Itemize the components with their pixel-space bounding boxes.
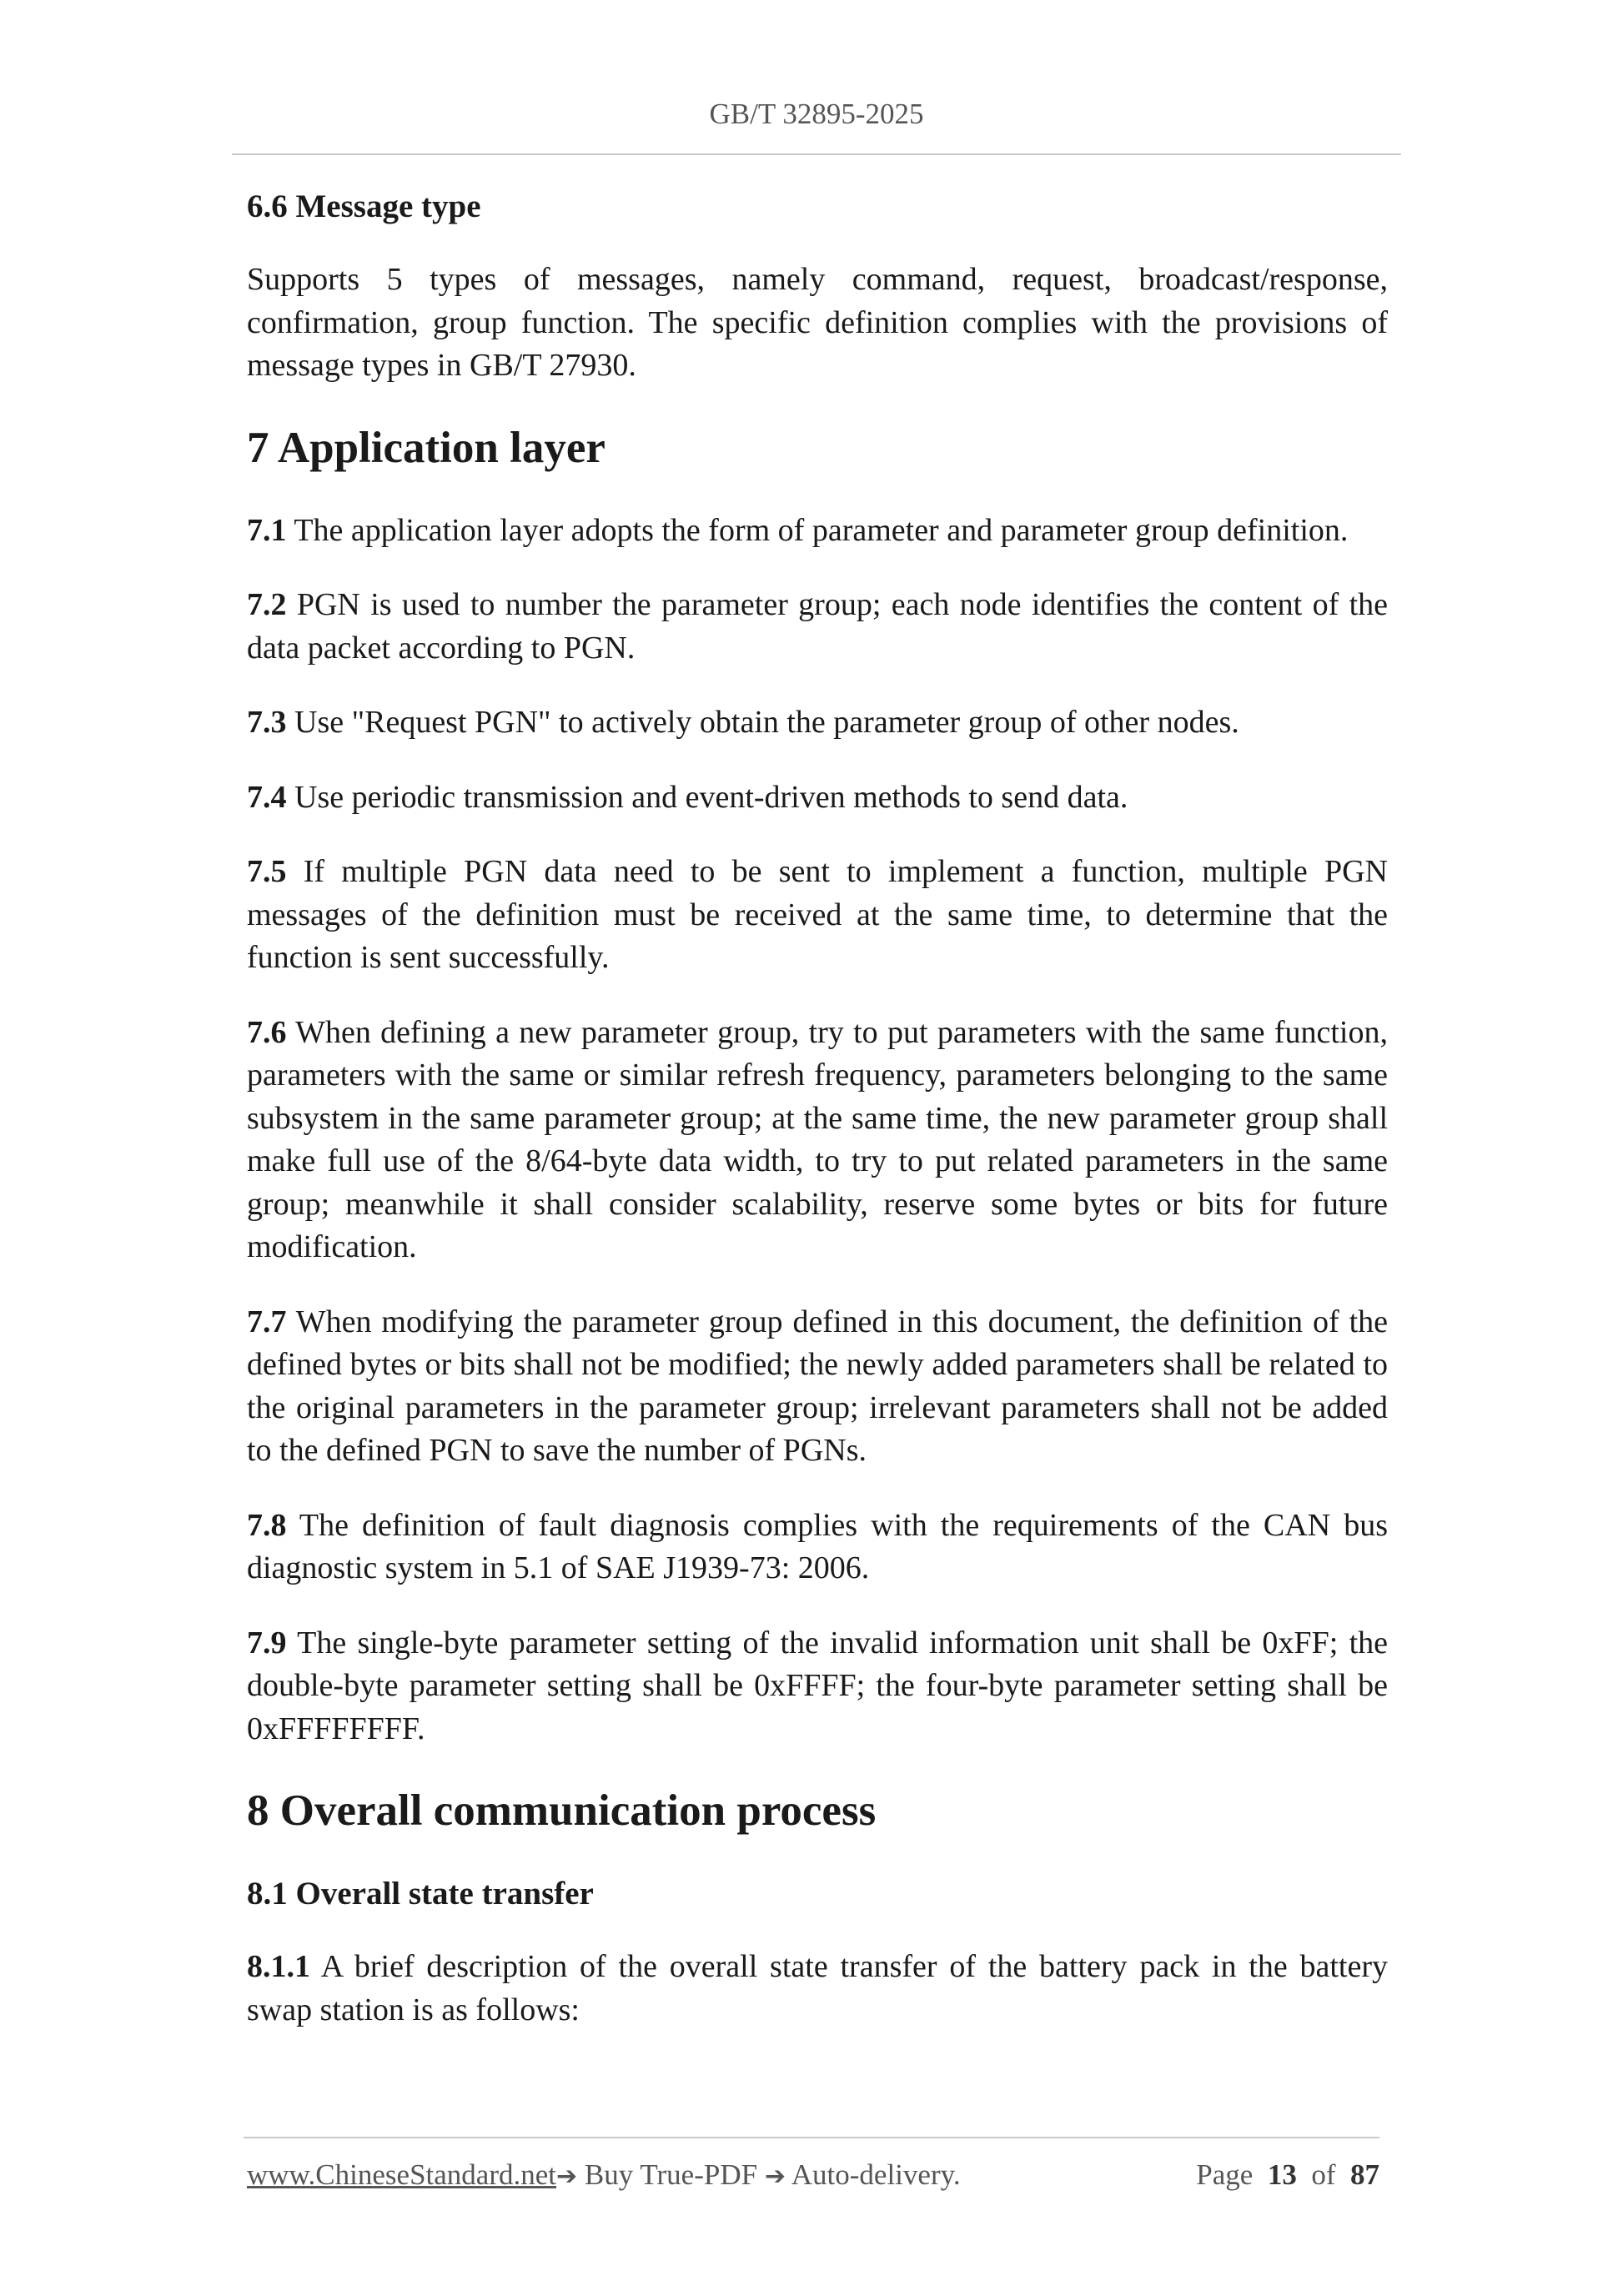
clause-number: 7.4 (247, 779, 287, 815)
page-content (247, 185, 1388, 2063)
clause-text: When modifying the parameter group defined in this document, the definition of the defined bytes or bits shall not be modified; the newly added parameters shall be related to the original parameters in the parameter group; irrelevant parameters shall not be added to the defined PGN to save the number of PGNs. (247, 1304, 1388, 1468)
clause-number: 7.8 (247, 1507, 287, 1543)
clause-number: 7.1 (247, 512, 287, 548)
clause-text: When defining a new parameter group, try to put parameters with the same function, parameters with the same or similar refresh frequency, parameters belonging to the same subsystem in the same parameter group; at the same time, the new parameter group shall make full use of the 8/64-byte data width, to try to put related parameters in the same group; meanwhile it shall consider scalability, reserve some bytes or bits for future modification. (247, 1014, 1388, 1264)
clause-number: 7.9 (247, 1625, 287, 1660)
clause-8-1-1 (247, 1946, 1388, 2032)
page-label: Page (1196, 2158, 1254, 2191)
arrow-right-icon: ➔ (764, 2162, 786, 2191)
clause-text: Use "Request PGN" to actively obtain the parameter group of other nodes. (286, 705, 1239, 740)
clause-7-3 (247, 701, 1388, 745)
page-indicator (1196, 2153, 1379, 2197)
header-doc-id: GB/T 32895-2025 (709, 98, 924, 130)
page-total: 87 (1350, 2158, 1379, 2191)
clause-7-1 (247, 510, 1388, 553)
clause-number: 7.2 (247, 587, 287, 622)
section-heading: 8.1 Overall state transfer (247, 1876, 594, 1912)
clause-text: If multiple PGN data need to be sent to implement a function, multiple PGN messages of the definition must be received at the same time, to determine that the function is sent successfully. (247, 854, 1388, 975)
clause-number: 7.3 (247, 705, 287, 740)
page-current: 13 (1267, 2158, 1297, 2191)
clause-7-9 (247, 1622, 1388, 1751)
clause-number: 7.7 (247, 1304, 287, 1339)
clause-number: 7.5 (247, 854, 287, 889)
clause-text: Use periodic transmission and event-driven methods to send data. (286, 779, 1128, 815)
clause-7-4 (247, 776, 1388, 820)
clause-text: The application layer adopts the form of parameter and parameter group definition. (286, 512, 1349, 548)
clause-text: The definition of fault diagnosis complies with the requirements of the CAN bus diagnostic system in 5.1 of SAE J1939-73: 2006. (247, 1507, 1388, 1585)
clause-7-5 (247, 851, 1388, 980)
page-of: of (1311, 2158, 1336, 2191)
footer-divider (244, 2137, 1379, 2138)
clause-number: 8.1.1 (247, 1949, 310, 1984)
paragraph: Supports 5 types of messages, namely command, request, broadcast/response, confirmation, group function. The specific definition complies with the provisions of message types in GB/T 27930. (247, 262, 1388, 383)
page-footer (247, 2153, 1379, 2198)
clause-7-8 (247, 1505, 1388, 1590)
clause-text: A brief description of the overall state transfer of the battery pack in the battery swap station is as follows: (247, 1949, 1388, 2027)
auto-delivery-text: Auto-delivery. (785, 2158, 961, 2191)
clause-number: 7.6 (247, 1014, 287, 1050)
clause-7-2 (247, 584, 1388, 670)
site-link[interactable]: www.ChineseStandard.net (247, 2158, 556, 2191)
page-header (232, 93, 1401, 155)
section-heading: 6.6 Message type (247, 188, 481, 224)
arrow-right-icon: ➔ (556, 2162, 578, 2191)
clause-7-7 (247, 1301, 1388, 1473)
clause-text: PGN is used to number the parameter group; each node identifies the content of the data packet according to PGN. (247, 587, 1388, 666)
chapter-heading: 8 Overall communication process (247, 1786, 877, 1835)
chapter-heading: 7 Application layer (247, 423, 605, 472)
buy-true-pdf-text: Buy True-PDF (577, 2158, 765, 2191)
clause-text: The single-byte parameter setting of the invalid information unit shall be 0xFF; the double-byte parameter setting shall be 0xFFFF; the four-byte parameter setting shall be 0xFFFFFFFF. (247, 1625, 1388, 1746)
clause-7-6 (247, 1012, 1388, 1269)
